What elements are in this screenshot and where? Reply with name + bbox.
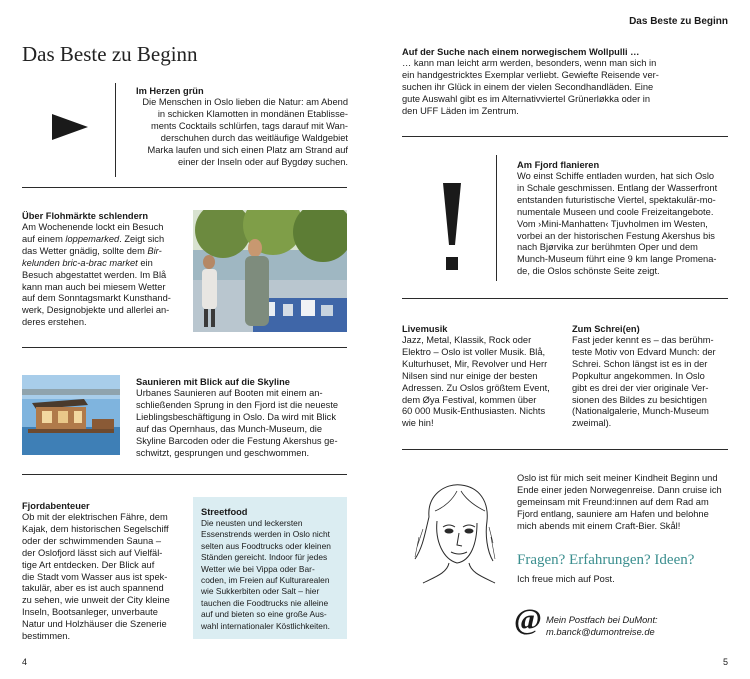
- divider: [22, 187, 347, 188]
- section-fjord-flanieren: [517, 159, 728, 278]
- sauna-boat-photo: [22, 375, 120, 455]
- author-portrait: [405, 477, 505, 587]
- section-livemusik: [402, 323, 557, 430]
- exclamation-icon: [441, 183, 463, 273]
- divider: [402, 449, 728, 450]
- section-text: Die Menschen in Oslo lieben die Natur: am Abend in schicken Klamotten in mondänen Etablisse- ments Cocktails schlürfen, tags darauf mit Wan- derschuhen durch das weitläufige Waldgebiet Marka laufen und sich einen Platz am Strand auf einer der Inseln oder auf Bygdøy suchen.: [142, 97, 348, 167]
- section-text: Ob mit der elektrischen Fähre, dem Kajak, dem historischen Segelschiff oder der schwimmenden Sauna – der Oslofjord lässt sich auf Vielfäl- tige Art entdecken. Der Blick auf die Stadt vom Wasser aus ist spek- takulär, aber es ist auch spannend zu sehen, wie unweit der City kleine Inseln, Bootsanleger, unverbaute Natur und Holzhäuser die Szenerie bestimmen.: [22, 512, 170, 642]
- question-heading: Fragen? Erfahrungen? Ideen?: [517, 552, 695, 568]
- section-saunieren: [136, 376, 348, 459]
- page-number: 4: [22, 657, 28, 667]
- postfach-label: Mein Postfach bei DuMont:: [546, 615, 658, 625]
- section-heading: Auf der Suche nach einem norwegischem Wollpulli …: [402, 47, 640, 57]
- section-heading: Streetfood: [201, 507, 248, 517]
- divider: [22, 474, 347, 475]
- section-flohmarkt: [22, 210, 182, 329]
- section-heading: Saunieren mit Blick auf die Skyline: [136, 377, 290, 387]
- play-triangle-icon: [52, 114, 88, 140]
- streetfood-box: [193, 497, 347, 639]
- section-text: Fast jeder kennt es – das berühm- teste Motiv von Edvard Munch: der Schrei. Schon längst ist es in der Popkultur angekommen. In Oslo gibt es drei der vier originale Ver- sionen des Bildes zu besichtigen (Nationalgalerie, Munch-Museum zweimal).: [572, 335, 716, 429]
- page-title: Das Beste zu Beginn: [22, 42, 198, 66]
- section-text: Wo einst Schiffe entladen wurden, hat sich Oslo in Schale geschmissen. Entlang der Wasserfront entstanden futuristische Viertel, spektakulär-mo- numentale Museen und coole Freizeitangebote. Vom ›Mini-Manhatten‹ Tjuvholmen im Westen, vorbei an der historischen Festung Akershus bis nach Bjørvika zur berühmten Oper und dem Munch-Museum führt eine 9 km lange Promena- de, die Oslos schönste Seite zeigt.: [517, 171, 718, 277]
- divider: [22, 347, 347, 348]
- section-schrei: [572, 323, 728, 430]
- post-text: Ich freue mich auf Post.: [517, 574, 615, 584]
- author-email[interactable]: m.banck@dumontreise.de: [546, 627, 655, 637]
- section-heading: Zum Schrei(en): [572, 324, 640, 334]
- section-heading: Am Fjord flanieren: [517, 160, 600, 170]
- section-heading: Über Flohmärkte schlendern: [22, 211, 149, 221]
- divider: [402, 298, 728, 299]
- section-text: Jazz, Metal, Klassik, Rock oder Elektro – Oslo ist voller Musik. Blå, Kulturhuset, Mir, Revolver und Herr Nilsen sind nur einige der besten Adressen. Zu Oslos größtem Event, dem Øya Festival, kommen über 60 000 Musik-Enthusiasten. Nichts wie hin!: [402, 335, 550, 429]
- section-heading: Livemusik: [402, 324, 448, 334]
- page-number: 5: [723, 657, 729, 667]
- section-fjordabenteuer: [22, 500, 190, 643]
- section-heading: Im Herzen grün: [136, 86, 204, 96]
- flea-market-photo: [193, 210, 347, 332]
- divider: [402, 136, 728, 137]
- author-text: Oslo ist für mich seit meiner Kindheit Beginn und Ende einer jeden Norwegenreise. Dann cruise ich gemeinsam mit Freund:innen auf dem Rad am Fjord entlang, sauniere am Hafen und belohne mich abends mit einem Craft-Bier. Skål!: [517, 473, 722, 531]
- section-im-herzen: [136, 85, 348, 168]
- at-sign-icon: @: [514, 603, 542, 636]
- section-text: Die neusten und leckersten Essenstrends werden in Oslo nicht selten aus Foodtrucks oder kleinen Ständen gereicht. Indoor für jedes Wetter wie bei Vippa oder Bar- coden, im Freien auf Kulturarealen wie Sukkerbiten oder Salt – hier tauchen die Foodtrucks nie alleine auf und bieten so eine große Aus- wahl internationaler Köstlichkeiten.: [201, 518, 331, 631]
- running-header: Das Beste zu Beginn: [629, 16, 728, 27]
- postfach-block: [546, 614, 658, 638]
- section-text: … kann man leicht arm werden, besonders, wenn man sich in ein handgestricktes Exemplar verliebt. Gewiefte Reisende ver- suchen ihr Glück in einem der vielen Secondhandläden. Eine gute Auswahl gibt es im Alternativviertel Grünerløkka oder in den UFF Läden im Zentrum.: [402, 58, 659, 116]
- section-wollpulli: [402, 46, 728, 118]
- divider-vertical: [496, 155, 497, 281]
- section-text: Urbanes Saunieren auf Booten mit einem an- schließenden Sprung in den Fjord ist die neueste Lieblingsbeschäftigung in Oslo. Da wird mit Blick auf das Opernhaus, das Munch-Museum, die Skyline Barcoden oder die Festung Akershus ge- schwitzt, gesprungen und geschwommen.: [136, 388, 339, 458]
- section-heading: Fjordabenteuer: [22, 501, 90, 511]
- section-text: Am Wochenende lockt ein Besuch auf einem loppemarked. Zeigt sich das Wetter gnädig, sollte dem Bir- kelunden bric-a-brac market ein Besuch abgestattet werden. Im Blå kann man auch bei miesem Wetter auf dem Sonntagsmarkt Kunsthand- werk, Designobjekte und allerlei an- deres erstehen.: [22, 222, 171, 328]
- divider-vertical: [115, 83, 116, 177]
